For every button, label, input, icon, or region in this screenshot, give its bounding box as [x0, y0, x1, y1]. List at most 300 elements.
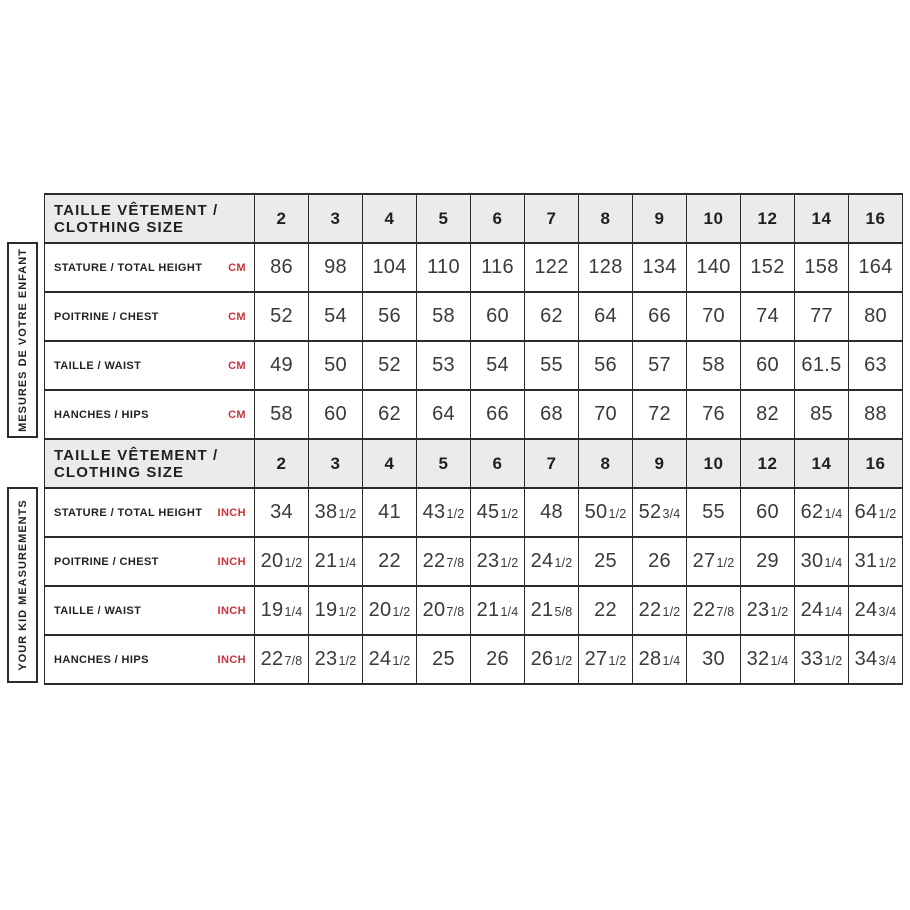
value-fraction: 3/4: [662, 507, 681, 521]
value-fraction: 7/8: [446, 556, 465, 570]
value-whole: 57: [648, 354, 671, 376]
value-whole: 88: [864, 403, 887, 425]
value-cell: [525, 292, 579, 341]
value-cell: [849, 488, 903, 537]
size-col-header: 2: [255, 439, 309, 488]
value-whole: 58: [702, 354, 725, 376]
row-label: TAILLE / WAIST: [54, 359, 142, 372]
value-whole: 158: [804, 256, 839, 278]
value-fraction: 1/4: [284, 605, 303, 619]
value-fraction: 1/4: [770, 654, 789, 668]
value-cell: [309, 635, 363, 684]
value-whole: 66: [648, 305, 671, 327]
value-whole: 98: [324, 256, 347, 278]
size-col-header: 7: [525, 194, 579, 243]
unit-label: INCH: [217, 555, 246, 568]
size-chart-body: [45, 194, 903, 684]
value-cell: [525, 537, 579, 586]
value-whole: 152: [750, 256, 785, 278]
row-label: TAILLE / WAIST: [54, 604, 142, 617]
value-whole: 74: [756, 305, 779, 327]
value-whole: 56: [378, 305, 401, 327]
value-whole: 52: [270, 305, 293, 327]
value-cell: [363, 488, 417, 537]
value-cell: [309, 292, 363, 341]
value-whole: 70: [702, 305, 725, 327]
value-cell: [687, 488, 741, 537]
value-fraction: 1/2: [878, 556, 897, 570]
row-label-cell: [45, 635, 255, 684]
value-whole: 27: [584, 648, 608, 670]
value-cell: [741, 341, 795, 390]
value-whole: 26: [530, 648, 554, 670]
value-fraction: 1/2: [338, 507, 357, 521]
value-whole: 19: [314, 599, 338, 621]
value-whole: 72: [648, 403, 671, 425]
value-cell: [525, 341, 579, 390]
value-whole: 60: [486, 305, 509, 327]
value-whole: 77: [810, 305, 833, 327]
value-whole: 55: [540, 354, 563, 376]
value-whole: 76: [702, 403, 725, 425]
value-cell: [525, 390, 579, 439]
value-cell: [417, 243, 471, 292]
value-whole: 68: [540, 403, 563, 425]
value-whole: 25: [594, 550, 617, 572]
value-cell: [741, 390, 795, 439]
value-whole: 134: [642, 256, 677, 278]
value-fraction: 1/2: [878, 507, 897, 521]
value-cell: [633, 341, 687, 390]
value-cell: [579, 488, 633, 537]
measurement-row: [45, 488, 903, 537]
size-header-line2: CLOTHING SIZE: [54, 463, 185, 481]
value-whole: 53: [432, 354, 455, 376]
size-header-line1: TAILLE VÊTEMENT /: [54, 201, 219, 219]
value-cell: [795, 292, 849, 341]
value-cell: [363, 243, 417, 292]
value-cell: [849, 341, 903, 390]
value-cell: [363, 341, 417, 390]
value-whole: 30: [800, 550, 824, 572]
value-cell: [579, 390, 633, 439]
value-cell: [849, 586, 903, 635]
value-cell: [309, 488, 363, 537]
value-whole: 23: [476, 550, 500, 572]
side-label-inch: YOUR KID MEASUREMENTS: [16, 499, 29, 671]
value-whole: 64: [854, 501, 878, 523]
measurement-row: [45, 341, 903, 390]
side-label-box-inch: [7, 487, 38, 683]
row-label-cell: [45, 390, 255, 439]
value-whole: 20: [260, 550, 284, 572]
value-whole: 86: [270, 256, 293, 278]
value-cell: [849, 243, 903, 292]
value-fraction: 1/2: [608, 654, 627, 668]
value-cell: [687, 635, 741, 684]
value-cell: [633, 537, 687, 586]
value-cell: [849, 537, 903, 586]
value-whole: 70: [594, 403, 617, 425]
value-whole: 122: [534, 256, 569, 278]
value-whole: 63: [864, 354, 887, 376]
value-fraction: 1/2: [770, 605, 789, 619]
value-whole: 29: [756, 550, 779, 572]
value-cell: [633, 635, 687, 684]
value-fraction: 1/2: [716, 556, 735, 570]
row-label: POITRINE / CHEST: [54, 555, 159, 568]
row-label-wrap: [45, 587, 254, 634]
value-cell: [795, 488, 849, 537]
row-label: POITRINE / CHEST: [54, 310, 159, 323]
value-cell: [471, 292, 525, 341]
value-cell: [417, 537, 471, 586]
value-fraction: 5/8: [554, 605, 573, 619]
side-label-cm: MESURES DE VOTRE ENFANT: [16, 248, 29, 432]
value-fraction: 7/8: [716, 605, 735, 619]
value-cell: [471, 537, 525, 586]
value-whole: 22: [692, 599, 716, 621]
value-whole: 25: [432, 648, 455, 670]
value-fraction: 3/4: [878, 654, 897, 668]
value-fraction: 1/2: [284, 556, 303, 570]
size-header-row-inch: [45, 439, 903, 488]
unit-label: CM: [228, 310, 246, 323]
unit-label: CM: [228, 408, 246, 421]
row-label-cell: [45, 341, 255, 390]
value-cell: [255, 243, 309, 292]
value-cell: [795, 537, 849, 586]
value-whole: 60: [756, 354, 779, 376]
unit-label: CM: [228, 261, 246, 274]
value-cell: [255, 537, 309, 586]
value-fraction: 1/2: [500, 556, 519, 570]
value-whole: 49: [270, 354, 293, 376]
value-fraction: 1/4: [824, 507, 843, 521]
value-whole: 62: [800, 501, 824, 523]
value-whole: 34: [270, 501, 293, 523]
size-col-header: 9: [633, 194, 687, 243]
row-label-cell: [45, 586, 255, 635]
value-whole: 22: [638, 599, 662, 621]
value-fraction: 1/2: [392, 605, 411, 619]
value-fraction: 1/2: [554, 654, 573, 668]
value-cell: [687, 586, 741, 635]
value-fraction: 1/2: [554, 556, 573, 570]
value-fraction: 1/2: [500, 507, 519, 521]
value-cell: [471, 243, 525, 292]
value-cell: [471, 586, 525, 635]
value-whole: 23: [314, 648, 338, 670]
value-whole: 61.5: [801, 354, 842, 376]
value-whole: 58: [270, 403, 293, 425]
value-whole: 164: [858, 256, 893, 278]
row-label-cell: [45, 488, 255, 537]
value-cell: [309, 390, 363, 439]
row-label-wrap: [45, 489, 254, 536]
value-cell: [687, 292, 741, 341]
value-whole: 60: [756, 501, 779, 523]
row-label-wrap: [45, 636, 254, 683]
size-col-header: 7: [525, 439, 579, 488]
value-cell: [363, 586, 417, 635]
value-cell: [417, 635, 471, 684]
value-fraction: 1/2: [824, 654, 843, 668]
value-whole: 28: [638, 648, 662, 670]
measurement-row: [45, 243, 903, 292]
size-col-header: 8: [579, 439, 633, 488]
value-cell: [633, 390, 687, 439]
value-whole: 110: [427, 256, 460, 278]
size-header-label: [45, 194, 255, 243]
size-col-header: 10: [687, 194, 741, 243]
value-cell: [849, 292, 903, 341]
value-cell: [471, 341, 525, 390]
value-cell: [471, 635, 525, 684]
size-chart-table: [44, 193, 903, 685]
value-whole: 52: [638, 501, 662, 523]
value-cell: [579, 537, 633, 586]
value-fraction: 7/8: [446, 605, 465, 619]
value-fraction: 1/4: [662, 654, 681, 668]
value-fraction: 1/2: [662, 605, 681, 619]
value-cell: [363, 390, 417, 439]
value-cell: [525, 635, 579, 684]
value-whole: 21: [530, 599, 554, 621]
value-cell: [309, 341, 363, 390]
value-cell: [579, 243, 633, 292]
value-whole: 66: [486, 403, 509, 425]
value-cell: [795, 390, 849, 439]
value-cell: [633, 488, 687, 537]
value-whole: 22: [378, 550, 401, 572]
side-label-box-cm: [7, 242, 38, 438]
size-col-header: 8: [579, 194, 633, 243]
size-col-header: 4: [363, 439, 417, 488]
value-cell: [633, 243, 687, 292]
value-whole: 54: [486, 354, 509, 376]
measurement-row: [45, 635, 903, 684]
value-cell: [525, 488, 579, 537]
value-whole: 34: [854, 648, 878, 670]
value-whole: 104: [372, 256, 407, 278]
row-label: STATURE / TOTAL HEIGHT: [54, 506, 203, 519]
value-cell: [687, 390, 741, 439]
size-col-header: 12: [741, 439, 795, 488]
value-cell: [471, 488, 525, 537]
value-whole: 64: [432, 403, 455, 425]
size-col-header: 14: [795, 439, 849, 488]
measurement-row: [45, 586, 903, 635]
value-cell: [363, 537, 417, 586]
value-fraction: 1/4: [824, 605, 843, 619]
value-cell: [417, 390, 471, 439]
value-fraction: 1/2: [446, 507, 465, 521]
value-cell: [525, 243, 579, 292]
value-whole: 32: [746, 648, 770, 670]
size-col-header: 3: [309, 439, 363, 488]
size-col-header: 6: [471, 439, 525, 488]
value-whole: 24: [530, 550, 554, 572]
value-cell: [849, 635, 903, 684]
value-whole: 24: [854, 599, 878, 621]
value-cell: [633, 292, 687, 341]
size-header-line1: TAILLE VÊTEMENT /: [54, 446, 219, 464]
value-whole: 43: [422, 501, 446, 523]
value-cell: [525, 586, 579, 635]
value-cell: [309, 537, 363, 586]
value-whole: 19: [260, 599, 284, 621]
value-whole: 41: [378, 501, 401, 523]
value-whole: 20: [368, 599, 392, 621]
value-cell: [741, 292, 795, 341]
value-whole: 55: [702, 501, 725, 523]
row-label-cell: [45, 537, 255, 586]
size-col-header: 16: [849, 439, 903, 488]
measurement-row: [45, 292, 903, 341]
size-col-header: 9: [633, 439, 687, 488]
value-whole: 50: [584, 501, 608, 523]
value-cell: [579, 341, 633, 390]
value-whole: 58: [432, 305, 455, 327]
value-cell: [579, 292, 633, 341]
value-cell: [255, 292, 309, 341]
value-whole: 128: [588, 256, 623, 278]
row-label-wrap: [45, 391, 254, 438]
value-whole: 24: [800, 599, 824, 621]
value-fraction: 3/4: [878, 605, 897, 619]
value-fraction: 1/2: [338, 605, 357, 619]
row-label: HANCHES / HIPS: [54, 653, 149, 666]
value-whole: 45: [476, 501, 500, 523]
value-whole: 64: [594, 305, 617, 327]
size-col-header: 12: [741, 194, 795, 243]
value-cell: [687, 341, 741, 390]
unit-label: INCH: [217, 653, 246, 666]
value-cell: [849, 390, 903, 439]
value-whole: 21: [476, 599, 500, 621]
row-label-wrap: [45, 244, 254, 291]
value-cell: [741, 243, 795, 292]
value-whole: 26: [648, 550, 671, 572]
measurement-row: [45, 390, 903, 439]
value-cell: [255, 635, 309, 684]
unit-label: INCH: [217, 604, 246, 617]
row-label-wrap: [45, 293, 254, 340]
value-whole: 23: [746, 599, 770, 621]
value-whole: 52: [378, 354, 401, 376]
row-label-wrap: [45, 342, 254, 389]
value-cell: [579, 586, 633, 635]
value-whole: 26: [486, 648, 509, 670]
value-whole: 62: [378, 403, 401, 425]
value-fraction: 1/2: [338, 654, 357, 668]
value-whole: 56: [594, 354, 617, 376]
value-fraction: 1/2: [608, 507, 627, 521]
value-whole: 30: [702, 648, 725, 670]
size-col-header: 10: [687, 439, 741, 488]
value-cell: [795, 635, 849, 684]
value-fraction: 1/4: [338, 556, 357, 570]
value-whole: 80: [864, 305, 887, 327]
row-label: STATURE / TOTAL HEIGHT: [54, 261, 203, 274]
value-cell: [309, 243, 363, 292]
value-cell: [471, 390, 525, 439]
value-cell: [417, 586, 471, 635]
value-whole: 62: [540, 305, 563, 327]
value-cell: [579, 635, 633, 684]
value-cell: [255, 390, 309, 439]
value-whole: 27: [692, 550, 716, 572]
value-cell: [687, 243, 741, 292]
value-whole: 33: [800, 648, 824, 670]
value-cell: [363, 635, 417, 684]
value-whole: 22: [260, 648, 284, 670]
value-whole: 116: [481, 256, 514, 278]
size-header-line2: CLOTHING SIZE: [54, 218, 185, 236]
size-col-header: 3: [309, 194, 363, 243]
value-whole: 54: [324, 305, 347, 327]
value-cell: [741, 537, 795, 586]
size-header-row-cm: [45, 194, 903, 243]
value-fraction: 1/4: [500, 605, 519, 619]
value-cell: [417, 292, 471, 341]
unit-label: INCH: [217, 506, 246, 519]
size-col-header: 5: [417, 439, 471, 488]
value-whole: 140: [696, 256, 731, 278]
value-whole: 21: [314, 550, 338, 572]
value-whole: 85: [810, 403, 833, 425]
row-label: HANCHES / HIPS: [54, 408, 149, 421]
value-whole: 22: [422, 550, 446, 572]
value-cell: [795, 586, 849, 635]
row-label-cell: [45, 243, 255, 292]
value-cell: [255, 488, 309, 537]
unit-label: CM: [228, 359, 246, 372]
row-label-wrap: [45, 538, 254, 585]
value-fraction: 1/4: [824, 556, 843, 570]
row-label-cell: [45, 292, 255, 341]
value-whole: 82: [756, 403, 779, 425]
value-fraction: 1/2: [392, 654, 411, 668]
value-cell: [741, 488, 795, 537]
value-cell: [417, 341, 471, 390]
value-cell: [741, 586, 795, 635]
value-cell: [255, 341, 309, 390]
value-whole: 31: [854, 550, 878, 572]
value-cell: [633, 586, 687, 635]
size-col-header: 14: [795, 194, 849, 243]
value-fraction: 7/8: [284, 654, 303, 668]
size-col-header: 4: [363, 194, 417, 243]
value-cell: [741, 635, 795, 684]
size-col-header: 16: [849, 194, 903, 243]
value-cell: [309, 586, 363, 635]
value-whole: 38: [314, 501, 338, 523]
value-whole: 50: [324, 354, 347, 376]
value-cell: [795, 341, 849, 390]
measurement-row: [45, 537, 903, 586]
value-whole: 24: [368, 648, 392, 670]
value-cell: [363, 292, 417, 341]
value-cell: [687, 537, 741, 586]
size-col-header: 6: [471, 194, 525, 243]
size-col-header: 5: [417, 194, 471, 243]
value-whole: 60: [324, 403, 347, 425]
value-whole: 48: [540, 501, 563, 523]
value-cell: [795, 243, 849, 292]
size-header-label: [45, 439, 255, 488]
